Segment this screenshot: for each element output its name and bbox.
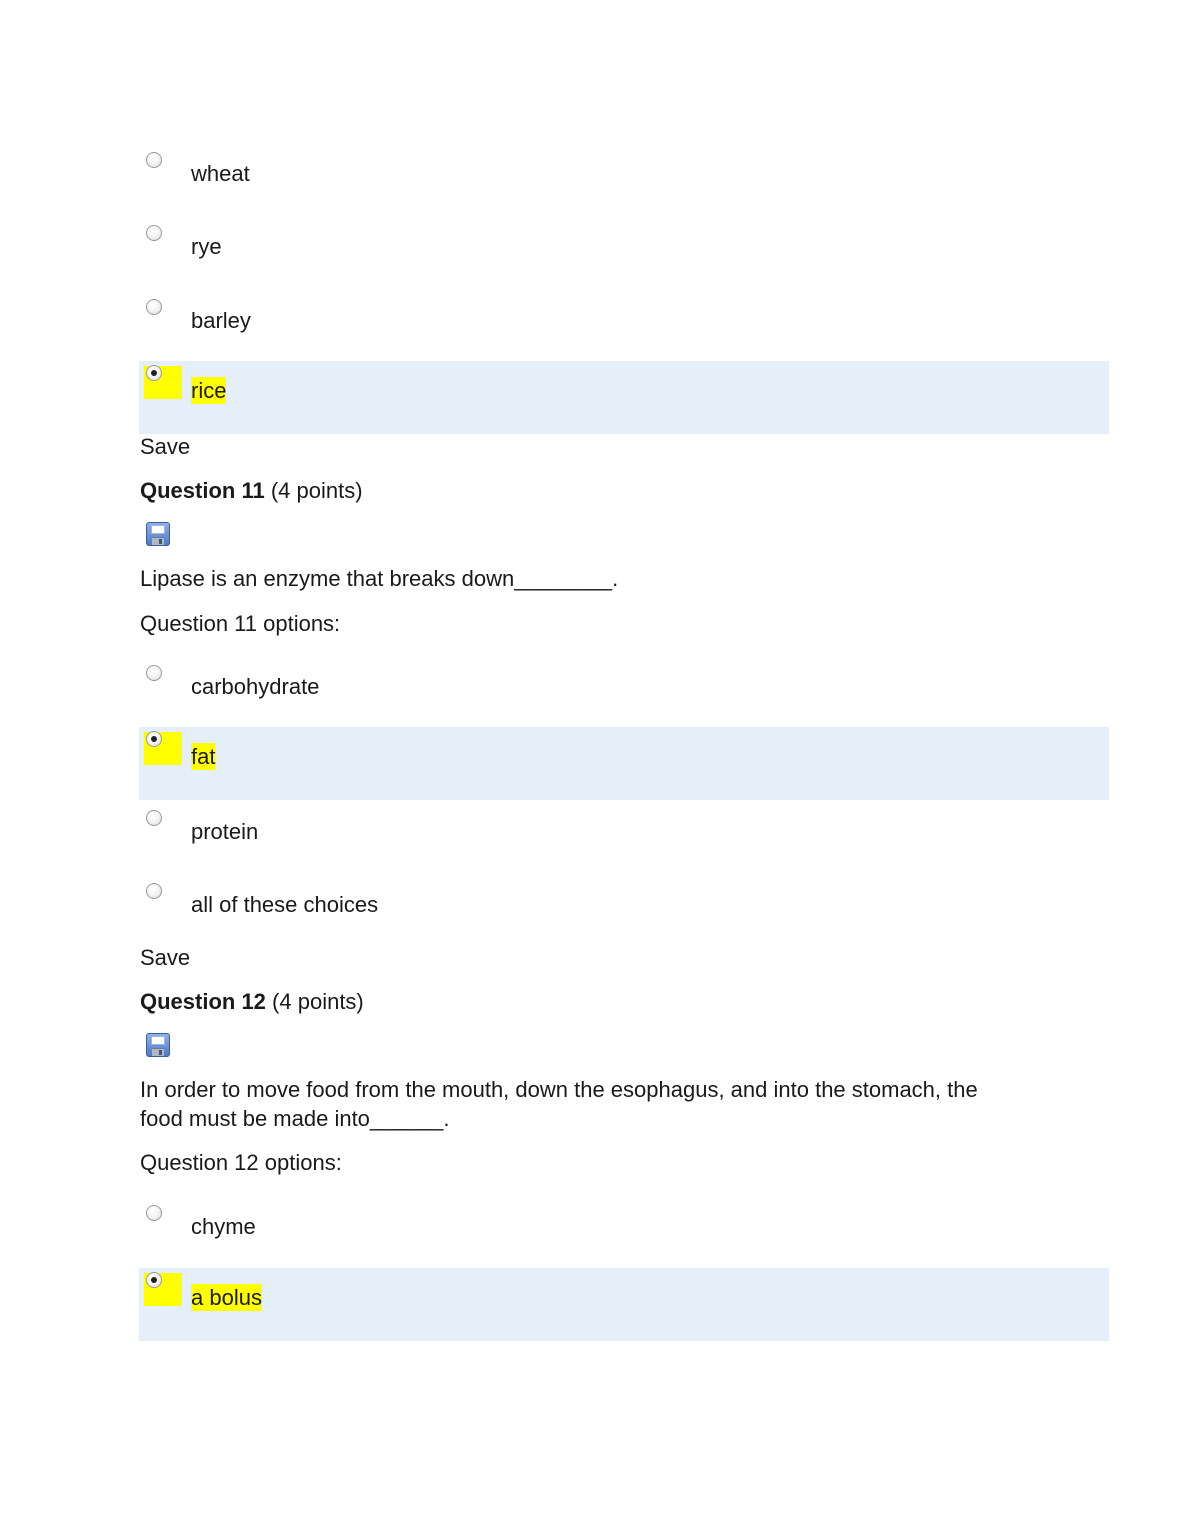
option-protein[interactable]	[139, 818, 1109, 891]
prompt-line: food must be made into______.	[140, 1106, 450, 1131]
question-header	[140, 478, 363, 504]
save-link[interactable]: Save	[140, 434, 191, 459]
radio-button[interactable]	[146, 152, 162, 168]
option-all-of-these-choices[interactable]	[139, 891, 1109, 964]
option-label: carbohydrate	[191, 674, 320, 699]
option-label: wheat	[191, 161, 250, 186]
option-rice[interactable]	[139, 361, 1109, 434]
floppy-disk-icon[interactable]	[146, 522, 170, 546]
question-header	[140, 989, 364, 1015]
radio-button[interactable]	[146, 883, 162, 899]
prompt-end: .	[612, 566, 619, 591]
radio-button-selected[interactable]	[146, 365, 162, 381]
floppy-disk-icon[interactable]	[146, 1033, 170, 1057]
option-a-bolus[interactable]	[139, 1268, 1109, 1341]
option-label: all of these choices	[191, 892, 379, 917]
prompt-blank: ________	[514, 566, 613, 591]
option-label: rye	[191, 234, 222, 259]
question-points: (4 points)	[272, 989, 364, 1014]
option-rye[interactable]	[139, 233, 1109, 306]
radio-button[interactable]	[146, 225, 162, 241]
option-label: chyme	[191, 1214, 256, 1239]
prompt-text: Lipase is an enzyme that breaks down	[140, 566, 515, 591]
option-label: fat	[191, 744, 216, 769]
radio-button[interactable]	[146, 299, 162, 315]
radio-button-selected[interactable]	[146, 1272, 162, 1288]
option-label: barley	[191, 308, 251, 333]
save-link[interactable]: Save	[140, 945, 191, 970]
prompt-line: In order to move food from the mouth, down the esophagus, and into the stomach, the	[140, 1077, 978, 1102]
options-label: Question 11 options:	[140, 611, 341, 636]
question-title: Question 11	[140, 478, 265, 503]
option-label: rice	[191, 378, 227, 403]
option-label: protein	[191, 819, 259, 844]
question-prompt	[140, 1075, 1040, 1133]
option-label: a bolus	[191, 1285, 262, 1310]
radio-button[interactable]	[146, 1205, 162, 1221]
options-label: Question 12 options:	[140, 1150, 342, 1175]
question-prompt	[140, 564, 1040, 593]
radio-button[interactable]	[146, 665, 162, 681]
radio-button-selected[interactable]	[146, 731, 162, 747]
option-wheat[interactable]	[139, 160, 1109, 233]
radio-button[interactable]	[146, 810, 162, 826]
option-fat[interactable]	[139, 727, 1109, 800]
question-title: Question 12	[140, 989, 266, 1014]
question-points: (4 points)	[270, 478, 363, 503]
